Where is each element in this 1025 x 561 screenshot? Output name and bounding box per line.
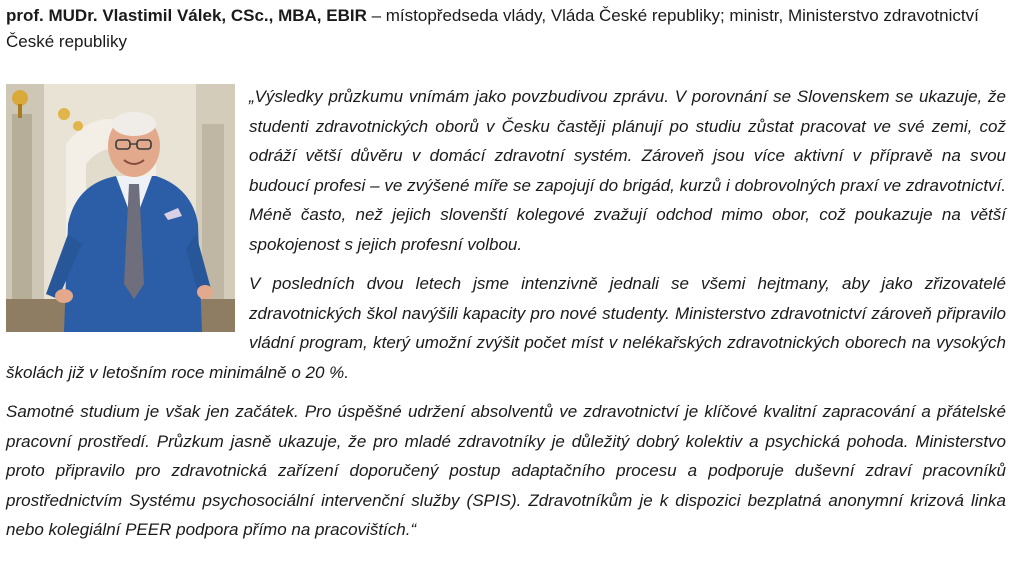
quote-paragraph-1: „Výsledky průzkumu vnímám jako povzbudivou zprávu. V porovnání se Slovenskem se ukazuje, že studenti zdravotnických oborů v Česku častěji plánují po studiu zůstat pracovat ve své zemi, což odráží větší důvěru v domácí zdravotní systém. Zároveň jsou více aktivní v přípravě na svou budoucí profesi – ve zvýšené míře se zapojují do brigád, kurzů i dobrovolných praxí ve zdravotnictví. Méně často, než jejich slovenští kolegové zvažují odchod mimo obor, což poukazuje na větší spokojenost s jejich profesní volbou. [249,87,1006,254]
speaker-name: prof. MUDr. Vlastimil Válek, CSc., MBA, EBIR [6,6,367,25]
portrait-illustration [6,84,235,332]
speaker-header [6,3,1006,55]
quote-paragraph-3: Samotné studium je však jen začátek. Pro úspěšné udržení absolventů ve zdravotnictví je klíčové kvalitní zapracování a přátelské pracovní prostředí. Průzkum jasně ukazuje, že pro mladé zdravotníky je důležitý dobrý kolektiv a psychická pohoda. Ministerstvo proto připravilo pro zdravotnická zařízení doporučený postup adaptačního procesu a podporuje duševní zdraví pracovníků prostřednictvím Systému psychosociální intervenční služby (SPIS). Zdravotníkům je k dispozici bezplatná anonymní krizová linka nebo kolegiální PEER podpora přímo na pracovištích.“ [6,402,1006,539]
quote-paragraph-2: V posledních dvou letech jsme intenzivně jednali se všemi hejtmany, aby jako zřizovatelé zdravotnických škol navýšili kapacity pro nové studenty. Ministerstvo zdravotnictví zároveň připravilo vládní program, který umožní zvýšit počet míst v nelékařských zdravotnických oborech na vysokých školách již v letošním roce minimálně o 20 %. [6,274,1006,382]
quote-block [6,82,1006,545]
document-page [6,0,1006,545]
portrait-photo [6,84,235,332]
speaker-role: – místopředseda vlády, Vláda České republiky; ministr, Ministerstvo zdravotnictví České republiky [6,6,979,51]
